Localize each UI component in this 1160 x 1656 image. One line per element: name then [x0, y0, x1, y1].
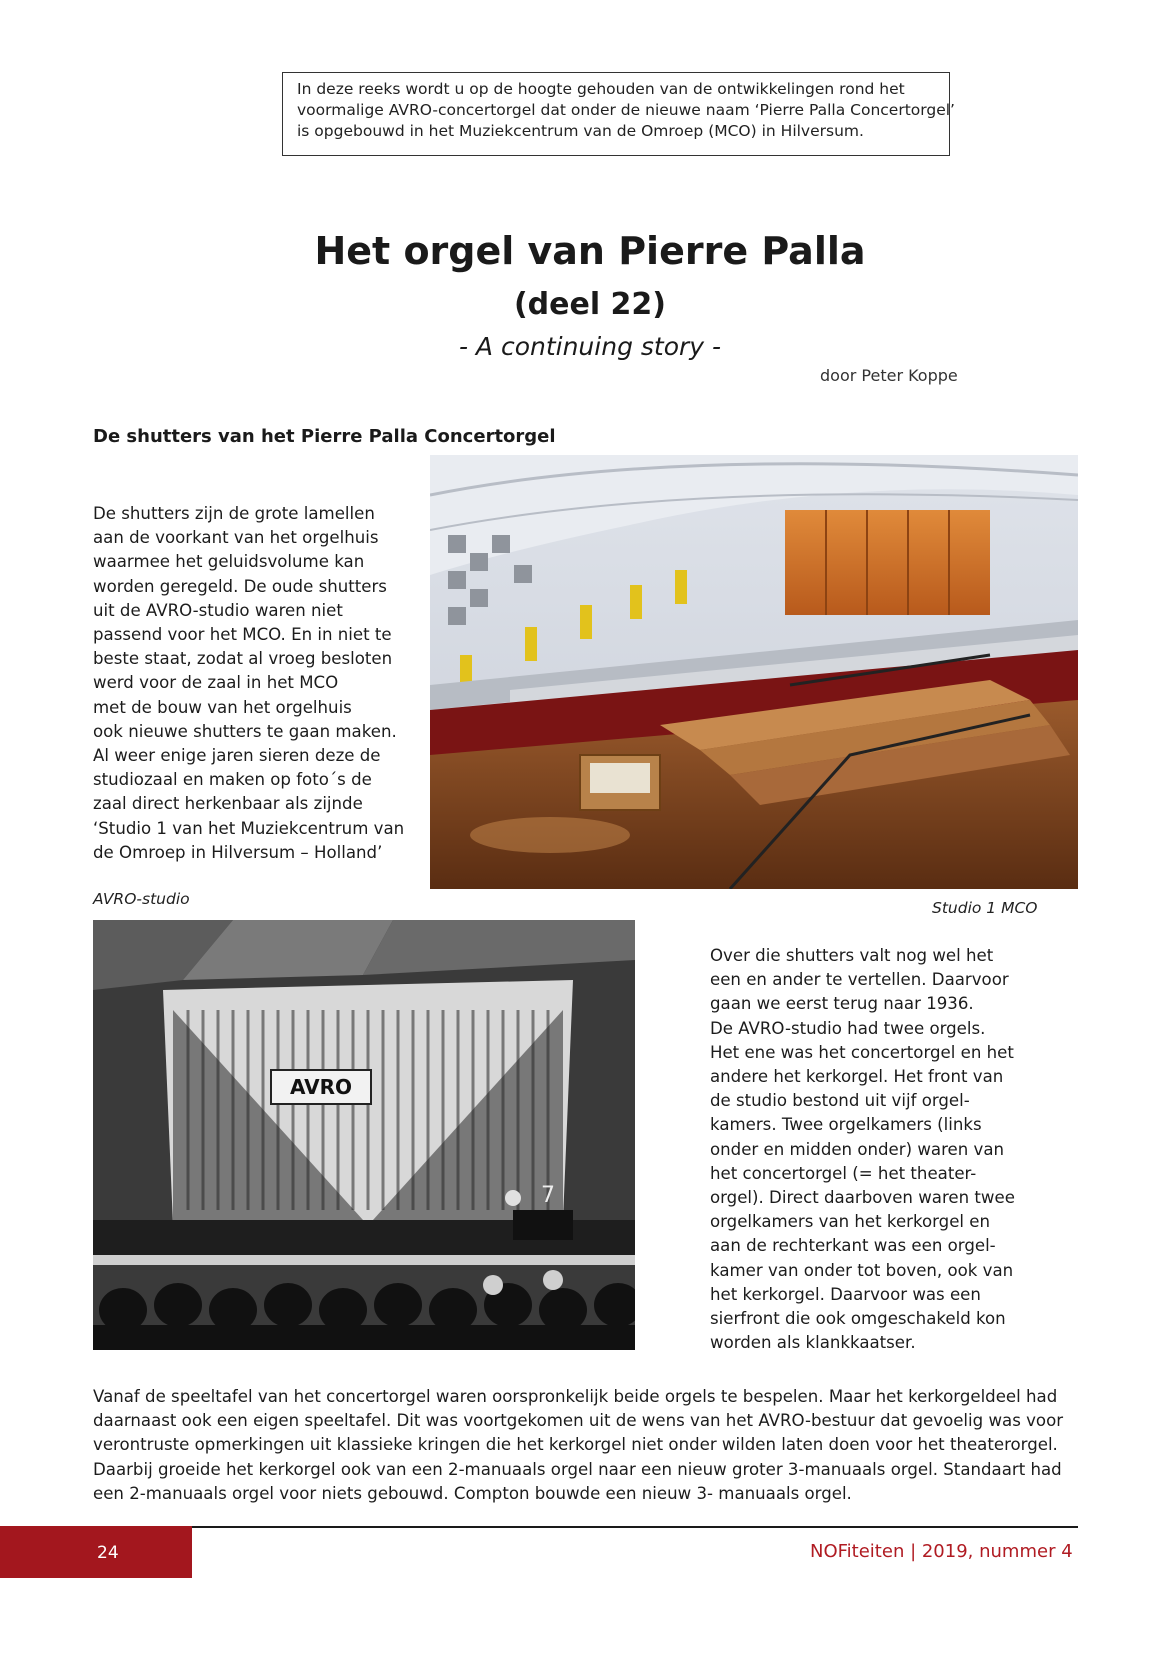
- paragraph-shutters-intro: [93, 502, 404, 865]
- section-heading: De shutters van het Pierre Palla Concertorgel: [93, 426, 556, 447]
- stand-number-text: 7: [541, 1183, 555, 1208]
- intro-box: [282, 72, 955, 156]
- text-line: orgel). Direct daarboven waren twee: [710, 1188, 1015, 1208]
- text-line: de Omroep in Hilversum – Holland’: [93, 842, 383, 862]
- page-number: 24: [97, 1543, 119, 1563]
- subtitle: - A continuing story -: [458, 332, 722, 361]
- text-line: beste staat, zodat al vroeg besloten: [93, 649, 393, 669]
- text-line: het concertorgel (= het theater-: [710, 1163, 977, 1183]
- text-line: orgelkamers van het kerkorgel en: [710, 1212, 991, 1232]
- intro-line: voormalige AVRO-concertorgel dat onder de nieuwe naam ‘Pierre Palla Concertorgel’: [297, 101, 955, 119]
- text-line: aan de voorkant van het orgelhuis: [93, 528, 379, 548]
- text-line: kamers. Twee orgelkamers (links: [710, 1115, 982, 1135]
- intro-line: is opgebouwd in het Muziekcentrum van de Omroep (MCO) in Hilversum.: [297, 122, 864, 140]
- text-line: een 2-manuaals orgel voor niets gebouwd. Compton bouwde een nieuw 3- manuaals orgel.: [93, 1483, 852, 1503]
- paragraph-avro-history: [710, 944, 1015, 1355]
- studio-mco-photo: [430, 455, 1078, 889]
- text-line: de studio bestond uit vijf orgel-: [710, 1091, 970, 1111]
- text-line: gaan we eerst terug naar 1936.: [710, 994, 974, 1014]
- text-line: een en ander te vertellen. Daarvoor: [710, 970, 1009, 990]
- caption-avro-studio: AVRO-studio: [93, 890, 190, 908]
- text-line: passend voor het MCO. En in niet te: [93, 625, 392, 645]
- intro-line: In deze reeks wordt u op de hoogte gehouden van de ontwikkelingen rond het: [297, 80, 905, 98]
- text-line: ‘Studio 1 van het Muziekcentrum van: [93, 818, 405, 838]
- page-title: Het orgel van Pierre Palla: [314, 229, 866, 273]
- text-line: uit de AVRO-studio waren niet: [93, 600, 343, 620]
- text-line: kamer van onder tot boven, ook van: [710, 1260, 1014, 1280]
- text-line: worden geregeld. De oude shutters: [93, 576, 387, 596]
- text-line: waarmee het geluidsvolume kan: [93, 552, 365, 572]
- text-line: Over die shutters valt nog wel het: [710, 946, 994, 965]
- part-number: (deel 22): [513, 287, 667, 322]
- text-line: worden als klankkaatser.: [710, 1333, 916, 1353]
- caption-studio-mco: Studio 1 MCO: [932, 899, 1038, 917]
- text-line: Al weer enige jaren sieren deze de: [93, 746, 381, 766]
- text-line: De AVRO-studio had twee orgels.: [710, 1018, 986, 1038]
- text-line: studiozaal en maken op foto´s de: [93, 770, 372, 790]
- text-line: het kerkorgel. Daarvoor was een: [710, 1284, 981, 1304]
- text-line: onder en midden onder) waren van: [710, 1139, 1005, 1159]
- avro-studio-photo: [93, 920, 635, 1350]
- text-line: werd voor de zaal in het MCO: [93, 673, 339, 693]
- paragraph-consoles: [93, 1385, 1063, 1506]
- text-line: Het ene was het concertorgel en het: [710, 1042, 1014, 1062]
- text-line: Daarbij groeide het kerkorgel ook van een 2-manuaals orgel naar een nieuw groter 3-manuaals orgel. Standaart had: [93, 1459, 1062, 1479]
- text-line: zaal direct herkenbaar als zijnde: [93, 794, 363, 814]
- text-line: sierfront die ook omgeschakeld kon: [710, 1309, 1006, 1329]
- text-line: verontruste opmerkingen uit klassieke kringen die het kerkorgel niet onder wilden laten doen voor het theaterorgel.: [93, 1435, 1058, 1455]
- footer-accent-bar: [0, 1526, 192, 1578]
- text-line: met de bouw van het orgelhuis: [93, 697, 352, 717]
- text-line: Vanaf de speeltafel van het concertorgel waren oorspronkelijk beide orgels te bespelen. Maar het kerkorgeldeel had: [93, 1387, 1058, 1406]
- publication-info: NOFiteiten | 2019, nummer 4: [810, 1541, 1073, 1562]
- text-line: ook nieuwe shutters te gaan maken.: [93, 721, 397, 741]
- avro-logo-text: AVRO: [289, 1075, 353, 1099]
- author-byline: door Peter Koppe: [820, 366, 958, 385]
- text-line: daarnaast ook een eigen speeltafel. Dit was voortgekomen uit de wens van het AVRO-bestuur dat gevoelig was voor: [93, 1411, 1064, 1431]
- text-line: De shutters zijn de grote lamellen: [93, 504, 375, 523]
- text-line: aan de rechterkant was een orgel-: [710, 1236, 996, 1256]
- text-line: andere het kerkorgel. Het front van: [710, 1067, 1004, 1087]
- footer-divider: [192, 1526, 1078, 1528]
